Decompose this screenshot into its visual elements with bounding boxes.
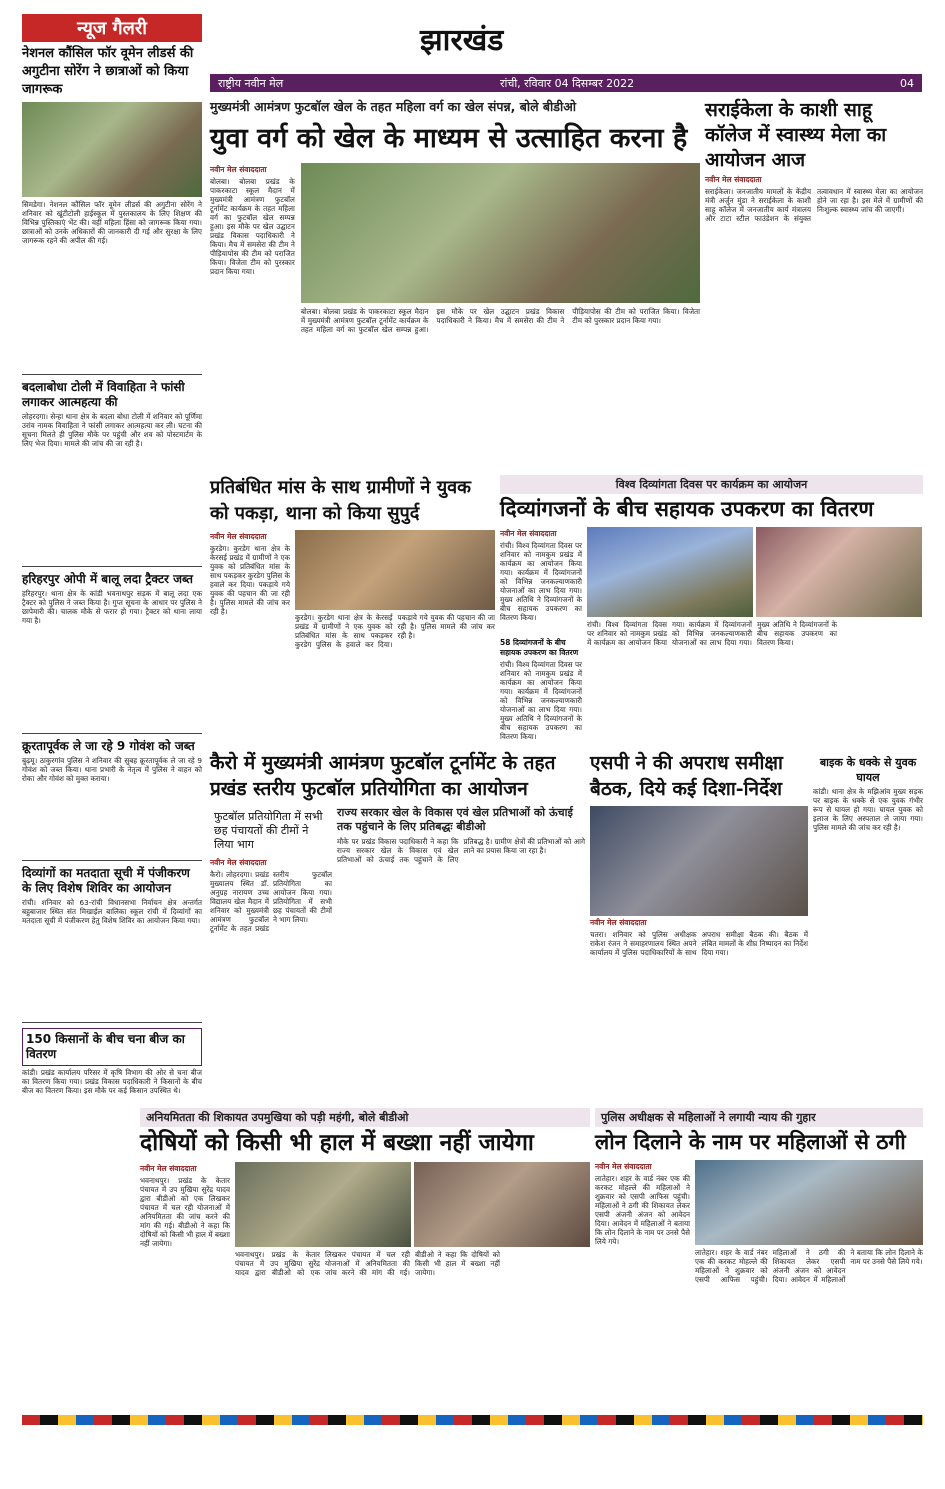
left-story1-headline: नेशनल कौंसिल फॉर वूमेन लीडर्स की अगुटीना सोरेंग ने छात्राओं को किया जागरूक: [22, 46, 194, 97]
sp-photo: [590, 806, 808, 916]
paper-name: राष्ट्रीय नवीन मेल: [218, 76, 284, 90]
football2-headline: कैरो में मुख्यमंत्री आमंत्रण फुटबॉल टूर्नामेंट के तहत प्रखंड स्तरीय फुटबॉल प्रतियोगिता का आयोजन: [210, 752, 556, 800]
meat-headline: प्रतिबंधित मांस के साथ ग्रामीणों ने युवक को पकड़ा, थाना को किया सुपुर्द: [210, 477, 471, 524]
bdo-body: भवनाथपुर। प्रखंड के केतार पंचायत में उप मुखिया सुरेंद्र यादव द्वारा बीडीओ को एक लिखकर पंचायत में चल रही योजनाओं में अनियमितता की जांच करने की मांग की गई। बीडीओ ने कहा कि दोषियों को किसी भी हाल में बख्शा नहीं जायेगा।: [140, 1176, 230, 1248]
loan-body: लातेहार। शहर के वार्ड नंबर एक की करकट मोहल्ले की महिलाओं ने शुक्रवार को एसपी आफिस पहुंची। महिलाओं ने ठगी की शिकायत लेकर एसपी अंजनी अंजन को आवेदन दिया। आवेदन में महिलाओं ने बताया कि लोन दिलाने के नाम पर उनसे पैसे लिये गये।: [595, 1174, 690, 1246]
divider: [22, 1022, 202, 1023]
divyang-story: [500, 475, 923, 745]
saraikela-story: [705, 98, 923, 468]
football2-body: कैरो। लोहरदगा। प्रखंड मुख्यालय स्थित डॉ. अनुग्रह नारायण उच्च विद्यालय खेल मैदान में शनिवार को मुख्यमंत्री आमंत्रण फुटबॉल टूर्नामेंट के तहत प्रखंड स्तरीय फुटबॉल प्रतियोगिता का आयोजन किया गया। प्रतियोगिता में सभी छह पंचायतों की टीमों ने भाग लिया।: [210, 870, 332, 933]
left-story3-headline: हरिहरपुर ओपी में बालू लदा ट्रैक्टर जब्त: [22, 572, 193, 586]
left-story6-headline: 150 किसानों के बीच चना बीज का वितरण: [22, 1028, 202, 1066]
left-story6-body: कांडी। प्रखंड कार्यालय परिसर में कृषि विभाग की ओर से चना बीज का वितरण किया गया। प्रखंड विकास पदाधिकारी ने किसानों के बीच बीज का वितरण किया। इस मौके पर कई किसान उपस्थित थे।: [22, 1068, 202, 1095]
bike-story: [813, 750, 923, 1105]
left-story5-headline: दिव्यांगों का मतदाता सूची में पंजीकरण के लिए विशेष शिविर का आयोजन: [22, 866, 190, 895]
page-number: 04: [900, 76, 914, 90]
lead-story: [210, 98, 700, 468]
lead-body-continued: बोलबा। बोलबा प्रखंड के पाकरकाटा स्कूल मैदान में मुख्यमंत्री आमंत्रण फुटबॉल टूर्नामेंट कार्यक्रम के तहत महिला वर्ग का फुटबॉल खेल सम्पन्न हुआ। इस मौके पर खेल उद्घाटन प्रखंड विकास पदाधिकारी ने किया। मैच में समसेरा की टीम ने पीड़ियापोस की टीम को पराजित किया। विजेता टीम को पुरस्कार प्रदान किया गया।: [300, 307, 700, 334]
header-strip: [210, 74, 922, 92]
loan-story: [595, 1108, 923, 1408]
football2-pullquote: फुटबॉल प्रतियोगिता में सभी छह पंचायतों की टीमों ने लिया भाग: [214, 810, 323, 851]
divyang-subhead: 58 दिव्यांगजनों के बीच सहायक उपकरण का वितरण: [500, 638, 579, 657]
loan-kicker: पुलिस अधीक्षक से महिलाओं ने लगायी न्याय की गुहार: [595, 1108, 923, 1127]
loan-body-continued: लातेहार। शहर के वार्ड नंबर एक की करकट मोहल्ले की महिलाओं ने शुक्रवार को एसपी आफिस पहुंची। महिलाओं ने ठगी की शिकायत लेकर एसपी अंजनी अंजन को आवेदन दिया। आवेदन में महिलाओं ने बताया कि लोन दिलाने के नाम पर उनसे पैसे लिये गये।: [695, 1248, 923, 1284]
left-story4-headline: क्रूरतापूर्वक ले जा रहे 9 गोवंश को जब्त: [22, 739, 195, 753]
divyang-body-continued: रांची। विश्व दिव्यांगता दिवस पर शनिवार को नामकुम प्रखंड में कार्यक्रम का आयोजन किया गया। कार्यक्रम में दिव्यांगजनों को विभिन्न जनकल्याणकारी योजनाओं का लाभ दिया गया। मुख्य अतिथि ने दिव्यांगजनों के बीच सहायक उपकरण का वितरण किया।: [587, 620, 837, 647]
sp-headline: एसपी ने की अपराध समीक्षा बैठक, दिये कई दिशा-निर्देश: [590, 752, 783, 800]
bike-headline: बाइक के धक्के से युवक घायल: [819, 756, 917, 784]
meat-body-continued: कुरडेग। कुरडेग थाना क्षेत्र के केरसई प्रखंड में ग्रामीणों ने एक युवक को प्रतिबंधित मांस के साथ पकड़कर कुरडेग पुलिस के हवाले कर दिया। पकड़ाये गये युवक की पहचान की जा रही है। पुलिस मामले की जांच कर रही है।: [295, 613, 495, 649]
football2-byline: नवीन मेल संवाददाता: [210, 858, 267, 867]
loan-headline: लोन दिलाने के नाम पर महिलाओं से ठगी: [595, 1129, 906, 1154]
football2-subkicker: राज्य सरकार खेल के विकास एवं खेल प्रतिभाओं को ऊंचाई तक पहुंचाने के लिए प्रतिबद्धः बीडीओ: [337, 806, 573, 833]
divyang-byline: नवीन मेल संवाददाता: [500, 529, 557, 538]
left-story5-body: रांची। शनिवार को 63-रांची विधानसभा निर्वाचन क्षेत्र अन्तर्गत बहुबाजार स्थित संत मिखाईल बालिका स्कूल रांची में दिव्यांगों का मतदाता सूची में पंजीकरण हेतु विशेष शिविर का आयोजन किया गया।: [22, 898, 202, 925]
football2-story: [210, 750, 585, 1105]
meat-body: कुरडेग। कुरडेग थाना क्षेत्र के केरसई प्रखंड में ग्रामीणों ने एक युवक को प्रतिबंधित मांस के साथ पकड़कर कुरडेग पुलिस के हवाले कर दिया। पकड़ाये गये युवक की पहचान की जा रही है। पुलिस मामले की जांच कर रही है।: [210, 544, 290, 616]
sp-story: [590, 750, 808, 1105]
left-story2-headline: बदलाबोधा टोली में विवाहिता ने फांसी लगाकर आत्महत्या की: [22, 380, 185, 409]
bike-body: कांडी। थाना क्षेत्र के मझिआंव मुख्य सड़क पर बाइक के धक्के से एक युवक गंभीर रूप से घायल हो गया। घायल युवक को इलाज के लिए अस्पताल ले जाया गया। पुलिस मामले की जांच कर रही है।: [813, 787, 923, 832]
lead-kicker: मुख्यमंत्री आमंत्रण फुटबॉल खेल के तहत महिला वर्ग का खेल संपन्न, बोले बीडीओ: [210, 99, 576, 114]
bdo-byline: नवीन मेल संवाददाता: [140, 1164, 197, 1173]
loan-byline: नवीन मेल संवाददाता: [595, 1162, 652, 1171]
divyang-headline: दिव्यांगजनों के बीच सहायक उपकरण का वितरण: [500, 496, 874, 521]
divyang-body-2: रांची। विश्व दिव्यांगता दिवस पर शनिवार को नामकुम प्रखंड में कार्यक्रम का आयोजन किया गया। कार्यक्रम में दिव्यांगजनों को विभिन्न जनकल्याणकारी योजनाओं का लाभ दिया गया। मुख्य अतिथि ने दिव्यांगजनों के बीच सहायक उपकरण का वितरण किया।: [500, 660, 582, 741]
divider: [22, 374, 202, 375]
meat-photo: [295, 530, 495, 610]
left-story1-photo: [22, 102, 202, 197]
divyang-photo-left: [587, 527, 753, 617]
lead-body: बोलबा। बोलबा प्रखंड के पाकरकाटा स्कूल मैदान में मुख्यमंत्री आमंत्रण फुटबॉल टूर्नामेंट कार्यक्रम के तहत महिला वर्ग का फुटबॉल खेल सम्पन्न हुआ। इस मौके पर खेल उद्घाटन प्रखंड विकास पदाधिकारी ने किया। मैच में समसेरा की टीम ने पीड़ियापोस की टीम को पराजित किया। विजेता टीम को पुरस्कार प्रदान किया गया।: [210, 177, 295, 276]
bdo-photo-right: [414, 1162, 590, 1247]
dateline: रांची, रविवार 04 दिसम्बर 2022: [500, 76, 635, 90]
saraikela-byline: नवीन मेल संवाददाता: [705, 175, 762, 184]
bdo-photo-left: [235, 1162, 411, 1247]
loan-photo: [695, 1160, 923, 1245]
lead-byline: नवीन मेल संवाददाता: [210, 165, 267, 174]
bdo-kicker: अनियमितता की शिकायत उपमुखिया को पड़ी महंगी, बोले बीडीओ: [140, 1108, 590, 1127]
saraikela-headline: सराईकेला के काशी साहू कॉलेज में स्वास्थ्य मेला का आयोजन आज: [705, 99, 887, 171]
lead-photo: [301, 163, 700, 303]
bdo-body-continued: भवनाथपुर। प्रखंड के केतार पंचायत में उप मुखिया सुरेंद्र यादव द्वारा बीडीओ को एक लिखकर पंचायत में चल रही योजनाओं में अनियमितता की जांच करने की मांग की गई। बीडीओ ने कहा कि दोषियों को किसी भी हाल में बख्शा नहीं जायेगा।: [235, 1250, 500, 1277]
divider: [22, 566, 202, 567]
football2-subbody: मौके पर प्रखंड विकास पदाधिकारी ने कहा कि राज्य सरकार खेल के विकास एवं खेल प्रतिभाओं को ऊंचाई तक पहुंचाने के लिए प्रतिबद्ध है। ग्रामीण क्षेत्रों की प्रतिभाओं को आगे लाने का प्रयास किया जा रहा है।: [337, 837, 585, 864]
left-story3-body: हरिहरपुर। थाना क्षेत्र के कांडी भवनाथपुर सड़क में बालू लदा एक ट्रैक्टर को पुलिस ने जब्त किया है। गुप्त सूचना के आधार पर पुलिस ने छापेमारी की। चालक मौके से फरार हो गया। ट्रैक्टर को थाना लाया गया है।: [22, 589, 202, 625]
news-gallery-banner: न्यूज गैलरी: [22, 14, 202, 42]
divyang-photo-right: [756, 527, 922, 617]
sp-byline: नवीन मेल संवाददाता: [590, 918, 647, 927]
bdo-headline: दोषियों को किसी भी हाल में बख्शा नहीं जायेगा: [140, 1129, 534, 1156]
bottom-color-bar: [22, 1415, 923, 1425]
divyang-kicker: विश्व दिव्यांगता दिवस पर कार्यक्रम का आयोजन: [500, 475, 923, 494]
left-story4-body: बुढ़मू। ठाकुरगांव पुलिस ने शनिवार की सुबह क्रूरतापूर्वक ले जा रहे 9 गोवंश को जब्त किया। थाना प्रभारी के नेतृत्व में पुलिस ने वाहन को रोका और गोवंश को मुक्त कराया।: [22, 756, 202, 783]
meat-byline: नवीन मेल संवाददाता: [210, 532, 267, 541]
divyang-body: रांची। विश्व दिव्यांगता दिवस पर शनिवार को नामकुम प्रखंड में कार्यक्रम का आयोजन किया गया। कार्यक्रम में दिव्यांगजनों को विभिन्न जनकल्याणकारी योजनाओं का लाभ दिया गया। मुख्य अतिथि ने दिव्यांगजनों के बीच सहायक उपकरण का वितरण किया।: [500, 541, 582, 622]
left-story1-body: सिमडेगा। नेशनल कौंसिल फॉर वूमेन लीडर्स की अगुटीना सोरेंग ने शनिवार को खूंटीटोली हाईस्कूल में पुस्तकालय के लिए शिक्षण की विभिन्न पुस्तिकाएं भेंट की। वहीं महिला हिंसा को जागरूक किया गया। छात्राओं को उनके अधिकारों की जानकारी दी गई और सुरक्षा के लिए जागरूक रहने की अपील की गई।: [22, 200, 202, 245]
divider: [22, 860, 202, 861]
divider: [22, 733, 202, 734]
saraikela-body: सराईकेला। जनजातीय मामलों के केंद्रीय मंत्री अर्जुन मुंडा ने सराईकेला के काशी साहू कॉलेज में जनजातीय कार्य मंत्रालय और टाटा स्टील फाउंडेशन के संयुक्त तत्वावधान में स्वास्थ्य मेला का आयोजन होने जा रहा है। इस मेले में ग्रामीणों की निःशुल्क स्वास्थ्य जांच की जाएगी।: [705, 187, 923, 223]
left-story2-body: लोहरदगा। सेन्हा थाना क्षेत्र के बदला बोधा टोली में शनिवार को पूर्णिमा उरांव नामक विवाहिता ने फांसी लगाकर आत्महत्या कर ली। घटना की सूचना मिलते ही पुलिस मौके पर पहुंची और शव को पोस्टमार्टम के लिए भेज दिया। मामले की जांच की जा रही है।: [22, 412, 202, 448]
section-title: झारखंड: [420, 23, 504, 58]
meat-story: [210, 475, 495, 745]
sp-body: चतरा। शनिवार को पुलिस अधीक्षक राकेश रंजन ने समाहरणालय स्थित अपने कार्यालय में पुलिस पदाधिकारियों के साथ अपराध समीक्षा बैठक की। बैठक में लंबित मामलों के शीघ्र निष्पादन का निर्देश दिया गया।: [590, 930, 808, 957]
lead-headline: युवा वर्ग को खेल के माध्यम से उत्साहित करना है: [210, 123, 688, 154]
bdo-story: [140, 1108, 590, 1408]
